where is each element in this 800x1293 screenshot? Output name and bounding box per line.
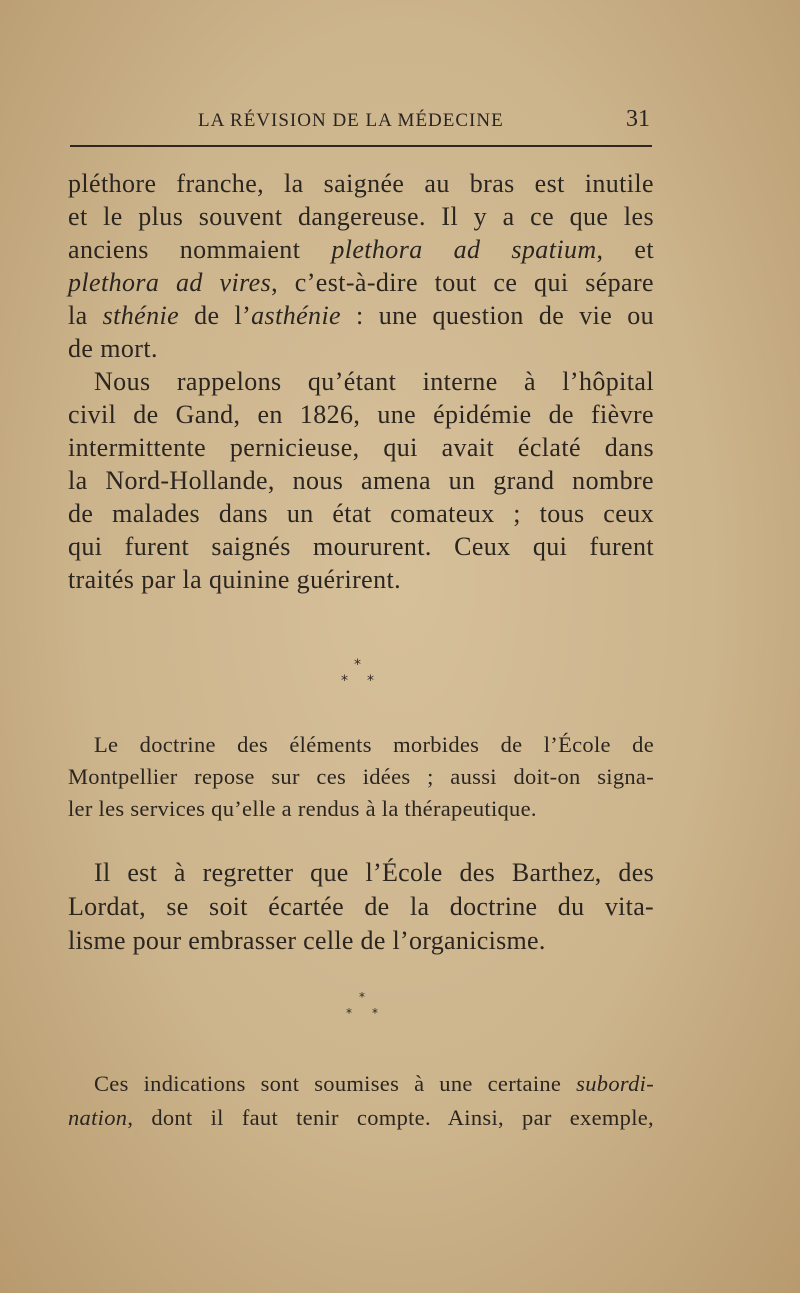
text-run: la	[68, 301, 103, 330]
text-line: Montpellier repose sur ces idées ; aussi doit-on signa-	[68, 764, 654, 789]
asterisk-glyph: *	[367, 673, 374, 689]
asterisk-glyph: *	[372, 1006, 378, 1020]
text-line: Nous rappelons qu’étant interne à l’hôpital	[94, 367, 654, 396]
asterisk-glyph: *	[346, 1006, 352, 1020]
text-line: Lordat, se soit écartée de la doctrine du vita-	[68, 892, 654, 921]
asterisk-glyph: *	[354, 657, 361, 673]
text-line: civil de Gand, en 1826, une épidémie de fièvre	[68, 400, 654, 429]
italic-term: subordi-	[576, 1071, 654, 1096]
text-run: , et	[596, 235, 654, 264]
running-head	[198, 106, 650, 140]
main-text-upper	[68, 167, 654, 596]
header-rule	[70, 145, 652, 147]
page-number: 31	[626, 106, 650, 132]
paragraph-indications	[68, 1067, 654, 1135]
text-run: anciens nommaient	[68, 235, 332, 264]
text-run: de l’	[179, 301, 252, 330]
text-run: , dont il faut tenir compte. Ainsi, par exemple,	[127, 1105, 654, 1130]
text-line: qui furent saignés moururent. Ceux qui furent	[68, 532, 654, 561]
text-line: intermittente pernicieuse, qui avait éclaté dans	[68, 433, 654, 462]
text-line: de mort.	[68, 334, 158, 363]
section-asterism	[340, 990, 400, 1030]
italic-term: nation	[68, 1105, 128, 1130]
text-run: , c’est-à-dire tout ce qui sépare	[271, 268, 654, 297]
asterisk-glyph: *	[341, 673, 348, 689]
text-line	[68, 299, 654, 332]
asterisk-glyph: *	[359, 990, 365, 1004]
paragraph-barthez	[68, 856, 654, 958]
text-line: ler les services qu’elle a rendus à la thérapeutique.	[68, 796, 537, 821]
italic-term: sthénie	[102, 301, 180, 330]
italic-term: plethora ad vires	[68, 268, 272, 297]
text-line: de malades dans un état comateux ; tous ceux	[68, 499, 654, 528]
text-line: Le doctrine des éléments morbides de l’École de	[94, 732, 654, 757]
text-line	[68, 233, 654, 266]
text-line: lisme pour embrasser celle de l’organicisme.	[68, 926, 546, 955]
text-run: : une question de vie ou	[341, 301, 654, 330]
paragraph-montpellier	[68, 729, 654, 825]
italic-term: plethora ad spatium	[331, 235, 597, 264]
text-line	[68, 266, 654, 299]
text-line	[68, 1067, 654, 1101]
text-line: traités par la quinine guérirent.	[68, 565, 402, 594]
text-line: Il est à regretter que l’École des Barthez, des	[94, 858, 654, 887]
italic-term: asthénie	[251, 301, 342, 330]
text-line: et le plus souvent dangereuse. Il y a ce que les	[68, 202, 654, 231]
text-run: Ces indications sont soumises à une certaine	[94, 1071, 577, 1096]
text-line: la Nord-Hollande, nous amena un grand nombre	[68, 466, 654, 495]
text-line	[68, 1101, 654, 1135]
section-asterism	[335, 658, 395, 698]
text-line: pléthore franche, la saignée au bras est inutile	[68, 169, 654, 198]
running-title: LA RÉVISION DE LA MÉDECINE	[198, 110, 504, 131]
